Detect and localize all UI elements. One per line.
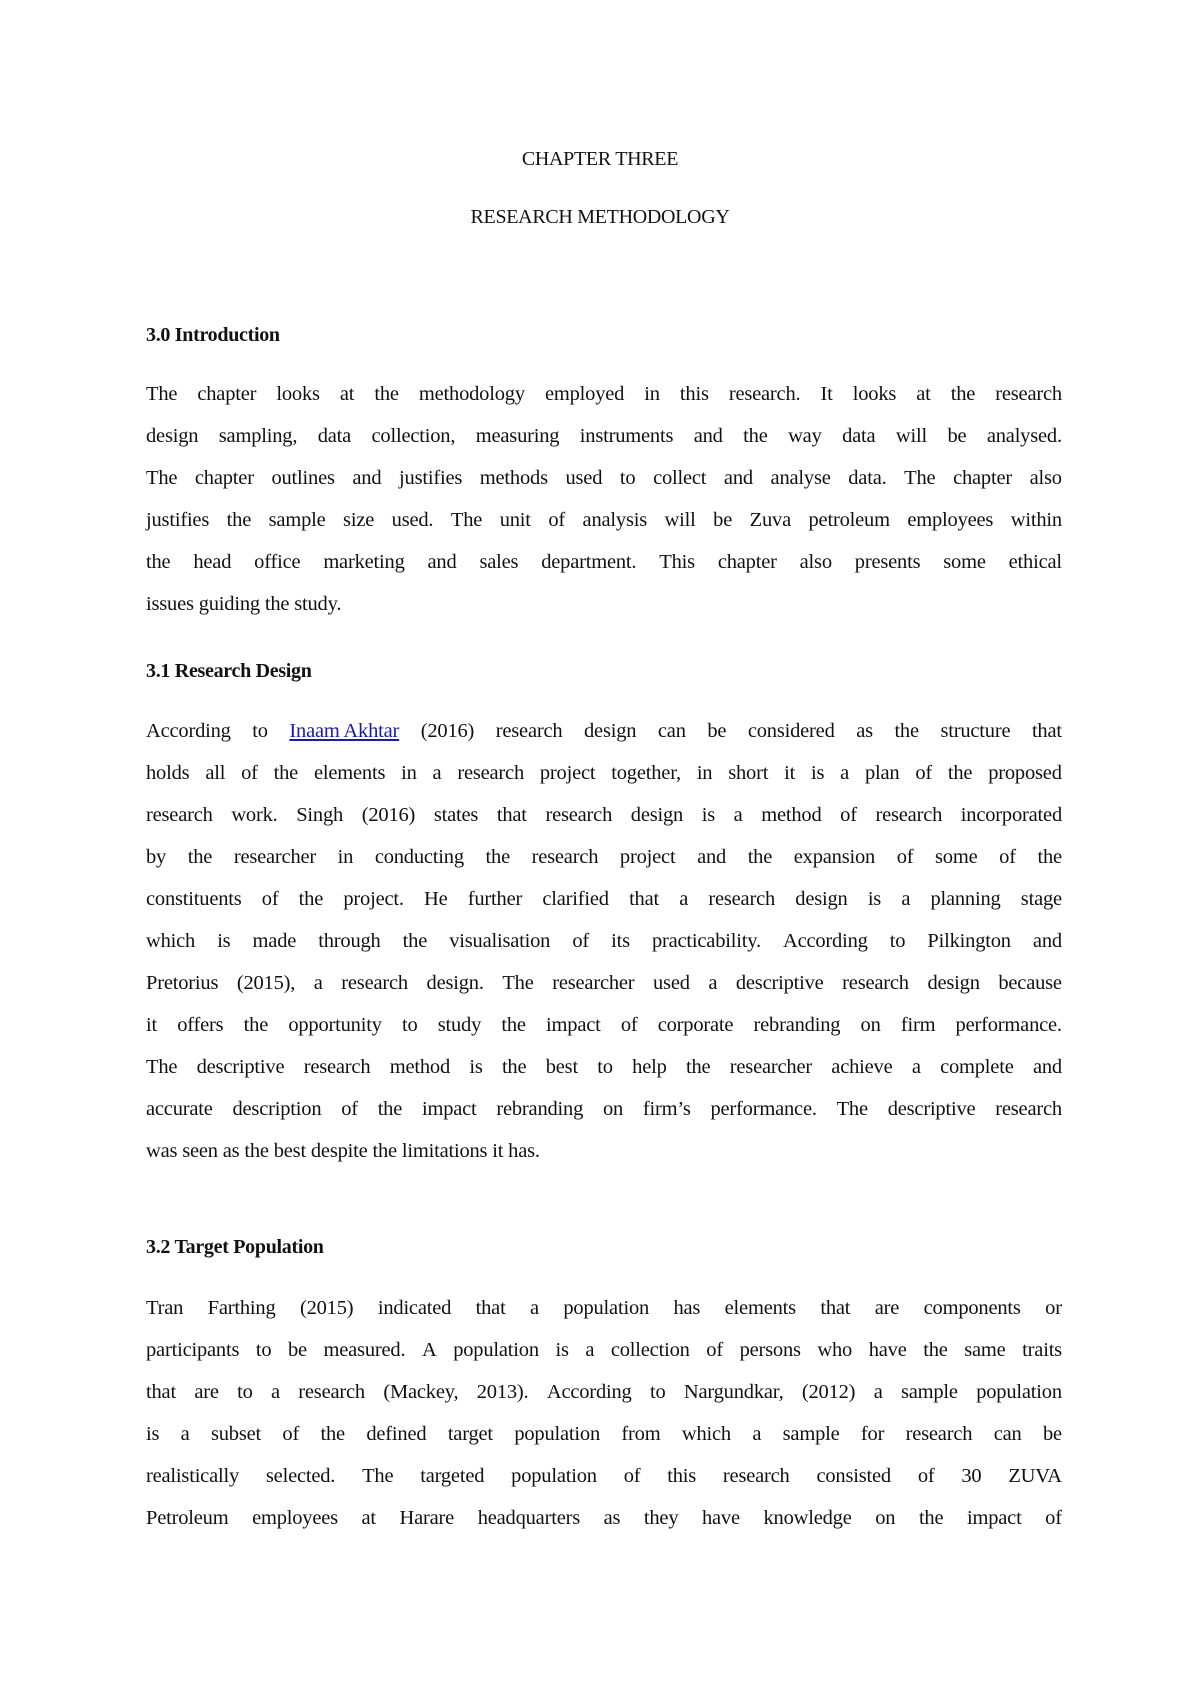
section-heading-target-population: 3.2 Target Population <box>146 1236 324 1258</box>
text-line: was seen as the best despite the limitations it has. <box>146 1140 540 1162</box>
section-heading-research-design: 3.1 Research Design <box>146 660 312 682</box>
text-line: the head office marketing and sales department. This chapter also presents some ethical <box>146 551 1062 573</box>
text-line: The chapter outlines and justifies methods used to collect and analyse data. The chapter also <box>146 467 1062 489</box>
text-line: Tran Farthing (2015) indicated that a population has elements that are components or <box>146 1297 1062 1319</box>
text-line: issues guiding the study. <box>146 593 342 615</box>
text-line: The chapter looks at the methodology employed in this research. It looks at the research <box>146 383 1062 405</box>
text-line: Pretorius (2015), a research design. The researcher used a descriptive research design because <box>146 972 1062 994</box>
text-line: Petroleum employees at Harare headquarters as they have knowledge on the impact of <box>146 1507 1062 1529</box>
text-line: accurate description of the impact rebranding on firm’s performance. The descriptive research <box>146 1098 1062 1120</box>
section-body-introduction <box>146 373 1062 625</box>
text-line: justifies the sample size used. The unit of analysis will be Zuva petroleum employees within <box>146 509 1062 531</box>
section-body-research-design <box>146 710 1062 1172</box>
text-line: design sampling, data collection, measuring instruments and the way data will be analysed. <box>146 425 1062 447</box>
text-line: which is made through the visualisation of its practicability. According to Pilkington and <box>146 930 1062 952</box>
text-line: is a subset of the defined target population from which a sample for research can be <box>146 1423 1062 1445</box>
text-line: participants to be measured. A population is a collection of persons who have the same traits <box>146 1339 1062 1361</box>
section-body-target-population <box>146 1287 1062 1539</box>
text-line: holds all of the elements in a research project together, in short it is a plan of the proposed <box>146 762 1062 784</box>
text-line: constituents of the project. He further clarified that a research design is a planning stage <box>146 888 1062 910</box>
text-line: realistically selected. The targeted population of this research consisted of 30 ZUVA <box>146 1465 1062 1487</box>
chapter-title: RESEARCH METHODOLOGY <box>470 206 730 228</box>
text-line: by the researcher in conducting the research project and the expansion of some of the <box>146 846 1062 868</box>
citation-link-inaam-akhtar[interactable]: Inaam Akhtar <box>289 720 400 742</box>
text-line: The descriptive research method is the best to help the researcher achieve a complete and <box>146 1056 1062 1078</box>
section-heading-introduction: 3.0 Introduction <box>146 324 280 346</box>
text-line: it offers the opportunity to study the impact of corporate rebranding on firm performance. <box>146 1014 1062 1036</box>
text-line: research work. Singh (2016) states that research design is a method of research incorporated <box>146 804 1062 826</box>
chapter-label: CHAPTER THREE <box>521 148 679 170</box>
text-line: that are to a research (Mackey, 2013). According to Nargundkar, (2012) a sample population <box>146 1381 1062 1403</box>
text-line-with-link: According to Inaam Akhtar (2016) research design can be considered as the structure that <box>146 710 1062 752</box>
